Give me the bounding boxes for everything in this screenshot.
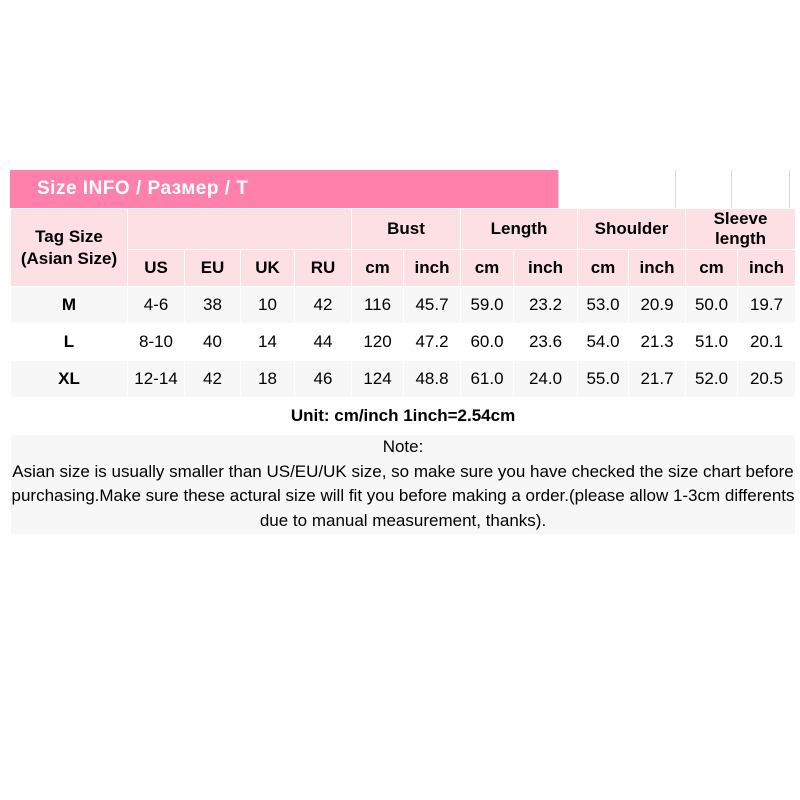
table-header-row-units bbox=[11, 250, 796, 287]
header-group-bust: Bust bbox=[352, 209, 461, 250]
cell-eu: 40 bbox=[185, 324, 241, 361]
header-group-length: Length bbox=[461, 209, 578, 250]
cell-length-inch: 24.0 bbox=[514, 361, 578, 398]
cell-tag-size: L bbox=[11, 324, 128, 361]
cell-length-inch: 23.2 bbox=[514, 287, 578, 324]
cell-bust-inch: 48.8 bbox=[404, 361, 461, 398]
cell-length-cm: 59.0 bbox=[461, 287, 514, 324]
cell-sleeve-cm: 52.0 bbox=[686, 361, 738, 398]
cell-ru: 44 bbox=[295, 324, 352, 361]
header-length-cm: cm bbox=[461, 250, 514, 287]
header-shoulder-inch: inch bbox=[629, 250, 686, 287]
cell-uk: 18 bbox=[241, 361, 295, 398]
cell-bust-inch: 45.7 bbox=[404, 287, 461, 324]
cell-length-cm: 61.0 bbox=[461, 361, 514, 398]
size-info-banner bbox=[10, 170, 558, 208]
unit-note: Unit: cm/inch 1inch=2.54cm bbox=[11, 398, 796, 435]
table-row bbox=[11, 287, 796, 324]
header-group-sleeve-length: Sleeve length bbox=[686, 209, 796, 250]
header-bust-inch: inch bbox=[404, 250, 461, 287]
cell-tag-size: M bbox=[11, 287, 128, 324]
cell-length-cm: 60.0 bbox=[461, 324, 514, 361]
unit-note-row bbox=[11, 398, 796, 435]
cell-sleeve-cm: 51.0 bbox=[686, 324, 738, 361]
cell-ru: 42 bbox=[295, 287, 352, 324]
note-block bbox=[11, 435, 796, 535]
header-eu: EU bbox=[185, 250, 241, 287]
size-info-banner-label: Size INFO / Размер / T bbox=[37, 178, 249, 199]
cell-bust-cm: 120 bbox=[352, 324, 404, 361]
cell-length-inch: 23.6 bbox=[514, 324, 578, 361]
cell-ru: 46 bbox=[295, 361, 352, 398]
cell-uk: 10 bbox=[241, 287, 295, 324]
cell-shoulder-inch: 21.3 bbox=[629, 324, 686, 361]
note-body: Asian size is usually smaller than US/EU/UK size, so make sure you have checked the size chart before purchasing.Make sure these actural size will fit you before making a order.(please allow 1-3cm differents due to manual measurement, thanks). bbox=[11, 461, 795, 530]
table-row bbox=[11, 361, 796, 398]
header-ru: RU bbox=[295, 250, 352, 287]
cell-shoulder-inch: 21.7 bbox=[629, 361, 686, 398]
table-row bbox=[11, 324, 796, 361]
cell-eu: 42 bbox=[185, 361, 241, 398]
cell-bust-inch: 47.2 bbox=[404, 324, 461, 361]
cell-sleeve-inch: 20.5 bbox=[738, 361, 796, 398]
cell-shoulder-cm: 54.0 bbox=[578, 324, 629, 361]
cell-sleeve-inch: 20.1 bbox=[738, 324, 796, 361]
header-group-shoulder: Shoulder bbox=[578, 209, 686, 250]
cell-sleeve-inch: 19.7 bbox=[738, 287, 796, 324]
cell-us: 12-14 bbox=[128, 361, 185, 398]
header-sleeve-inch: inch bbox=[738, 250, 796, 287]
header-bust-cm: cm bbox=[352, 250, 404, 287]
cell-shoulder-cm: 53.0 bbox=[578, 287, 629, 324]
header-tag-size: Tag Size (Asian Size) bbox=[11, 209, 128, 287]
header-length-inch: inch bbox=[514, 250, 578, 287]
note-row bbox=[11, 435, 796, 535]
size-chart bbox=[10, 170, 795, 535]
cell-bust-cm: 124 bbox=[352, 361, 404, 398]
note-title: Note: bbox=[382, 437, 424, 456]
header-uk: UK bbox=[241, 250, 295, 287]
header-sleeve-cm: cm bbox=[686, 250, 738, 287]
table-header-row-groups bbox=[11, 209, 796, 250]
size-table bbox=[10, 208, 796, 535]
cell-tag-size: XL bbox=[11, 361, 128, 398]
cell-us: 4-6 bbox=[128, 287, 185, 324]
cell-sleeve-cm: 50.0 bbox=[686, 287, 738, 324]
cell-eu: 38 bbox=[185, 287, 241, 324]
header-us: US bbox=[128, 250, 185, 287]
header-shoulder-cm: cm bbox=[578, 250, 629, 287]
cell-uk: 14 bbox=[241, 324, 295, 361]
header-region-spacer bbox=[128, 209, 352, 250]
cell-shoulder-cm: 55.0 bbox=[578, 361, 629, 398]
cell-bust-cm: 116 bbox=[352, 287, 404, 324]
cell-us: 8-10 bbox=[128, 324, 185, 361]
cell-shoulder-inch: 20.9 bbox=[629, 287, 686, 324]
